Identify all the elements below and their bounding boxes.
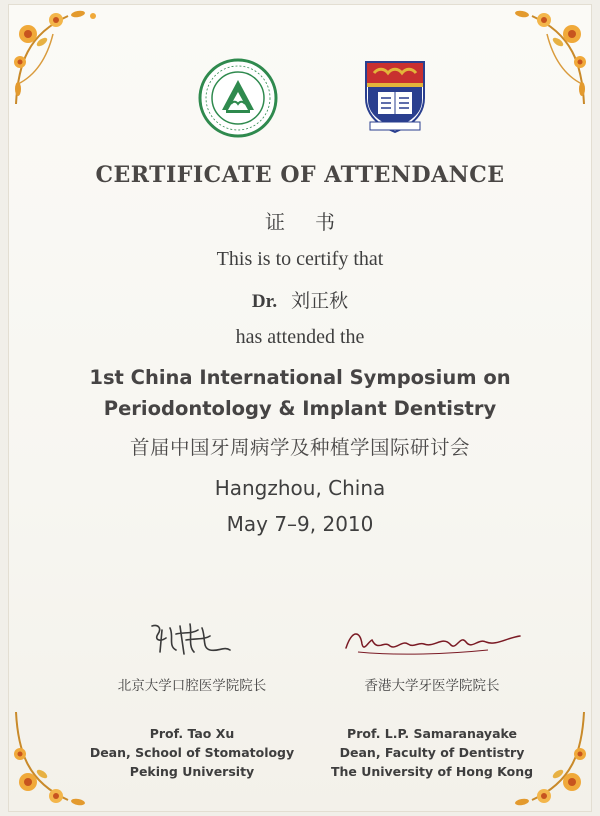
- symposium-title-line-1: 1st China International Symposium on: [89, 366, 511, 389]
- right-signatory-institution: The University of Hong Kong: [330, 764, 534, 779]
- attended-line: has attended the: [235, 326, 365, 348]
- left-signatory-name: Prof. Tao Xu: [149, 726, 235, 741]
- left-signatory-role-cn: 北京大学口腔医学院院长: [117, 678, 267, 694]
- university-of-hong-kong-crest-icon: [360, 58, 430, 136]
- certificate-title: CERTIFICATE OF ATTENDANCE: [95, 162, 505, 188]
- left-signatory-title: Dean, School of Stomatology: [89, 745, 295, 760]
- floral-corner-icon: [8, 4, 118, 114]
- event-location: Hangzhou, China: [214, 476, 386, 500]
- right-signatory-title: Dean, Faculty of Dentistry: [339, 745, 525, 760]
- recipient-prefix: Dr.: [251, 291, 278, 312]
- signature-left: [140, 616, 240, 662]
- right-signatory-name: Prof. L.P. Samaranayake: [347, 726, 517, 741]
- right-signatory-role-cn: 香港大学牙医学院院长: [364, 678, 500, 694]
- event-dates: May 7–9, 2010: [226, 512, 374, 536]
- floral-corner-icon: [482, 4, 592, 114]
- certificate-title-cn: 证书: [265, 210, 365, 234]
- left-signatory-block: [72, 724, 312, 781]
- symposium-title-cn: 首届中国牙周病学及种植学国际研讨会: [129, 436, 470, 459]
- peking-university-stomatology-seal-icon: [198, 58, 278, 138]
- symposium-title-line-2: Periodontology & Implant Dentistry: [103, 397, 497, 420]
- left-signatory-institution: Peking University: [129, 764, 255, 779]
- signature-right: [338, 622, 528, 662]
- recipient-line: [0, 286, 600, 313]
- certify-line: This is to certify that: [216, 248, 384, 270]
- recipient-name: 刘正秋: [291, 290, 349, 312]
- right-signatory-block: [312, 724, 552, 781]
